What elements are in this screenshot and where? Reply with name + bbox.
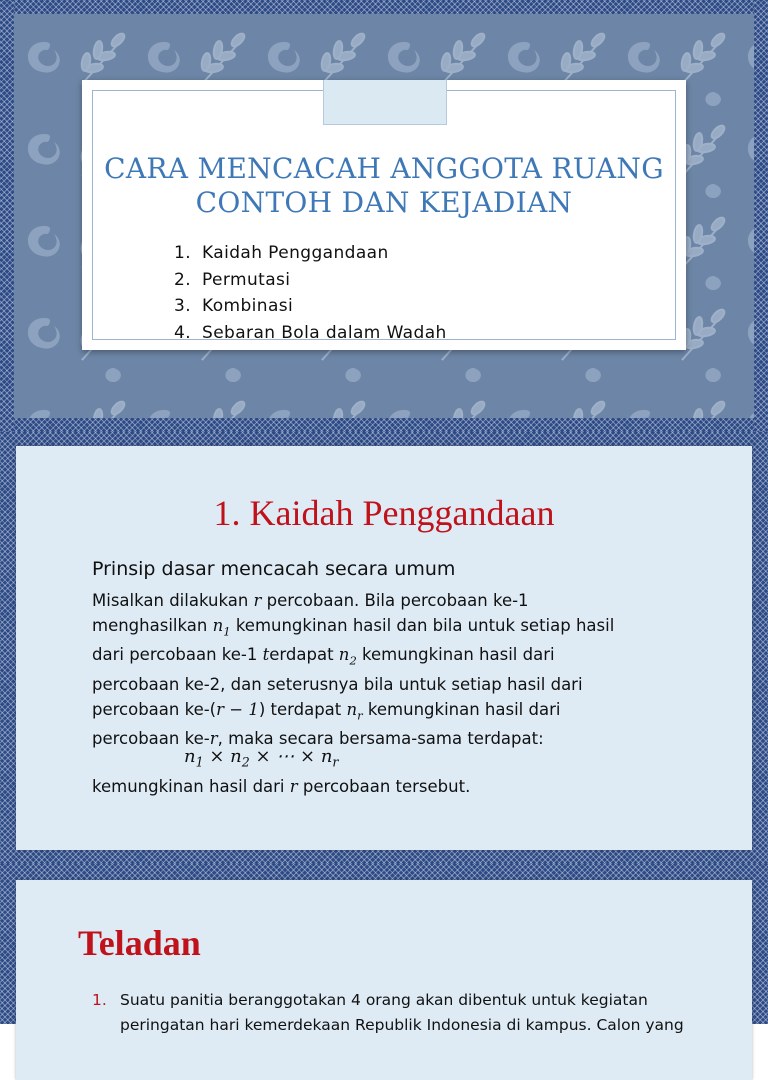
content-panel — [16, 446, 752, 850]
body-line-4: percobaan ke-2, dan seterusnya bila untuk setiap hasil dari — [92, 675, 583, 695]
example-item-number: 1. — [92, 991, 107, 1009]
slide-kaidah-penggandaan — [0, 432, 768, 864]
content-panel — [16, 880, 752, 1080]
example-item-line-2: peringatan hari kemerdekaan Republik Indonesia di kampus. Calon yang — [120, 1016, 684, 1034]
body-line-2: menghasilkan $n_1$ kemungkinan hasil dan bila untuk setiap hasil — [92, 615, 615, 638]
formula-conclusion: kemungkinan hasil dari r percobaan tersebut. — [92, 777, 471, 796]
title-slide — [0, 0, 768, 432]
border-bottom — [0, 418, 768, 432]
example-item-line-1: Suatu panitia beranggotakan 4 orang akan dibentuk untuk kegiatan — [120, 991, 648, 1009]
topic-list — [174, 240, 447, 346]
section-heading: 1. Kaidah Penggandaan — [213, 493, 555, 533]
topic-item-4: 4. Sebaran Bola dalam Wadah — [174, 322, 447, 343]
product-formula: $n_1 \times n_2$ × ⋯ × $n_r$ — [184, 746, 339, 770]
body-line-6: percobaan ke-r, maka secara bersama-sama terdapat: — [92, 729, 544, 749]
body-line-5: percobaan ke-(r − 1) terdapat $n_r$ kemungkinan hasil dari — [92, 699, 561, 722]
example-item-1 — [94, 988, 714, 1038]
slide-title: CARA MENCACAH ANGGOTA RUANG CONTOH DAN KEJADIAN — [104, 152, 664, 219]
border-top — [0, 0, 768, 14]
topic-item-3: 3. Kombinasi — [174, 296, 294, 316]
topic-item-1: 1. Kaidah Penggandaan — [174, 243, 389, 263]
slide-teladan — [0, 864, 768, 1034]
border-left — [0, 0, 14, 432]
topic-item-2: 2. Permutasi — [174, 269, 291, 290]
body-line-3: dari percobaan ke-1 terdapat $n_2$ kemungkinan hasil dari — [92, 645, 555, 668]
body-line-1: Misalkan dilakukan r percobaan. Bila percobaan ke-1 — [92, 591, 529, 610]
border-right — [754, 0, 768, 432]
body-text — [92, 589, 702, 752]
title-card — [82, 80, 686, 350]
subheading: Prinsip dasar mencacah secara umum — [92, 558, 456, 580]
title-card-tab — [323, 80, 447, 125]
example-heading: Teladan — [78, 923, 201, 963]
